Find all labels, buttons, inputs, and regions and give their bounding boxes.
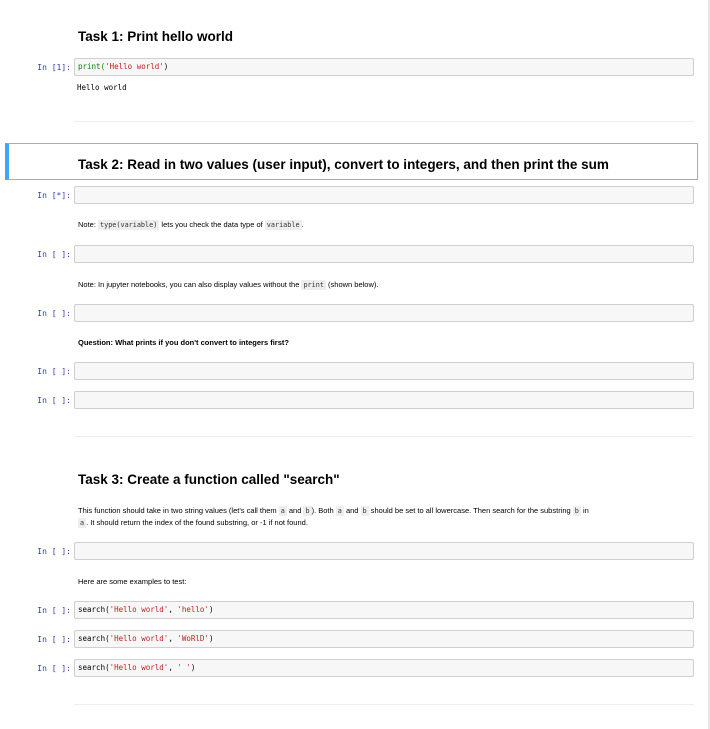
inline-code: b bbox=[362, 507, 367, 515]
desc-text: . It should return the index of the found substring, or -1 if not found. bbox=[86, 518, 308, 527]
cell-prompt: In [ ]: bbox=[37, 547, 71, 556]
code-fn: print( bbox=[78, 62, 106, 71]
inline-code: a bbox=[80, 519, 85, 527]
code-end: ) bbox=[163, 62, 169, 71]
code-cell-empty[interactable] bbox=[74, 391, 694, 409]
task3-heading: Task 3: Create a function called "search" bbox=[78, 472, 340, 487]
code-sep: , bbox=[168, 634, 178, 643]
desc-text: in bbox=[580, 506, 589, 515]
code-fn: search( bbox=[78, 663, 110, 672]
inline-code: variable bbox=[266, 221, 300, 229]
code-cell-empty[interactable] bbox=[74, 362, 694, 380]
desc-text: ). Both bbox=[311, 506, 336, 515]
task3-description-line2 bbox=[78, 518, 308, 527]
code-cell-empty[interactable] bbox=[74, 245, 694, 263]
code-cell-print[interactable] bbox=[74, 58, 694, 76]
inline-code: print bbox=[303, 281, 324, 289]
divider bbox=[74, 704, 694, 705]
cell-prompt-running: In [*]: bbox=[37, 191, 71, 200]
task3-description-line1 bbox=[78, 506, 589, 515]
code-string: 'Hello world' bbox=[105, 62, 164, 71]
code-string: 'hello' bbox=[177, 605, 209, 614]
cell-prompt: In [ ]: bbox=[37, 664, 71, 673]
code-fn: search( bbox=[78, 634, 110, 643]
code-end: ) bbox=[190, 663, 196, 672]
code-end: ) bbox=[208, 634, 214, 643]
code-cell-empty[interactable] bbox=[74, 304, 694, 322]
code-sep: , bbox=[168, 605, 178, 614]
cell-output: Hello world bbox=[77, 83, 127, 92]
divider bbox=[74, 436, 694, 437]
cell-prompt: In [ ]: bbox=[37, 396, 71, 405]
task2-heading: Task 2: Read in two values (user input), convert to integers, and then print the sum bbox=[78, 157, 609, 172]
code-cell-example-3[interactable] bbox=[74, 659, 694, 677]
cell-prompt: In [ ]: bbox=[37, 309, 71, 318]
desc-text: This function should take in two string values (let's call them bbox=[78, 506, 279, 515]
inline-code: a bbox=[280, 507, 285, 515]
cell-prompt: In [ ]: bbox=[37, 635, 71, 644]
note-text: Note: bbox=[78, 220, 99, 229]
cell-prompt: In [ ]: bbox=[37, 250, 71, 259]
cell-prompt: In [1]: bbox=[37, 63, 71, 72]
note-print bbox=[78, 280, 378, 289]
cell-prompt: In [ ]: bbox=[37, 606, 71, 615]
divider bbox=[74, 121, 694, 122]
note-text: . bbox=[301, 220, 304, 229]
inline-code: b bbox=[305, 507, 310, 515]
code-string: 'WoRlD' bbox=[177, 634, 209, 643]
code-end: ) bbox=[208, 605, 214, 614]
code-fn: search( bbox=[78, 605, 110, 614]
code-cell-example-2[interactable] bbox=[74, 630, 694, 648]
question-text: Question: What prints if you don't convert to integers first? bbox=[78, 338, 289, 347]
code-cell-input[interactable] bbox=[74, 186, 694, 204]
code-string: 'Hello world' bbox=[109, 605, 169, 614]
inline-code: a bbox=[337, 507, 342, 515]
code-string: 'Hello world' bbox=[109, 634, 169, 643]
code-cell-empty[interactable] bbox=[74, 542, 694, 560]
inline-code: b bbox=[574, 507, 579, 515]
task1-heading: Task 1: Print hello world bbox=[78, 29, 234, 44]
note-text: (shown below). bbox=[325, 280, 379, 289]
note-type bbox=[78, 220, 304, 229]
inline-code: type(variable) bbox=[100, 221, 158, 229]
code-string: 'Hello world' bbox=[109, 663, 169, 672]
code-string: ' ' bbox=[177, 663, 191, 672]
code-cell-example-1[interactable] bbox=[74, 601, 694, 619]
desc-text: should be set to all lowercase. Then search for the substring bbox=[368, 506, 573, 515]
note-text: Note: In jupyter notebooks, you can also display values without the bbox=[78, 280, 302, 289]
note-text: lets you check the data type of bbox=[159, 220, 265, 229]
examples-label: Here are some examples to test: bbox=[78, 577, 187, 586]
desc-text: and bbox=[286, 506, 304, 515]
desc-text: and bbox=[343, 506, 361, 515]
code-sep: , bbox=[168, 663, 178, 672]
cell-prompt: In [ ]: bbox=[37, 367, 71, 376]
